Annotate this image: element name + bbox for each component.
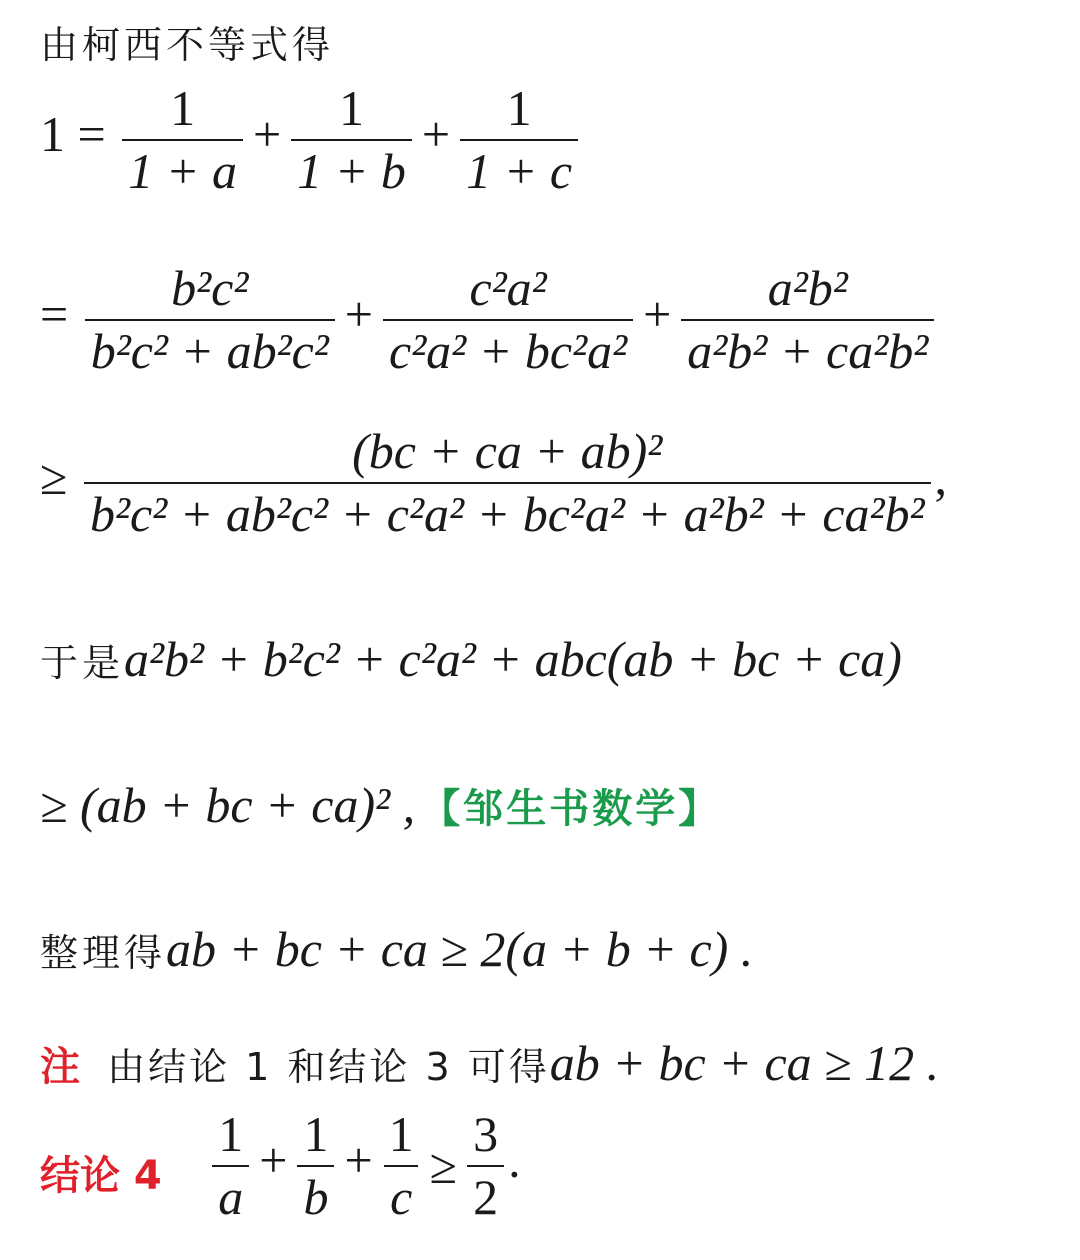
- fraction-denominator: 1 + c: [460, 139, 578, 198]
- fraction-denominator: c²a² + bc²a²: [383, 319, 633, 378]
- equation-2: = $\frac{\text{b²c²}}{\text{b²c² + ab²c²}}$ + $\frac{\text{c²a²}}{\text{c²a² + bc²a²}}$ + $\frac{\text{a²b²}}{\text{a²b² + ca²b²}}$: [40, 262, 938, 377]
- fraction-denominator: b²c² + ab²c²: [85, 319, 335, 378]
- fraction-denominator: b: [297, 1165, 334, 1224]
- fraction-numerator: 3: [473, 1106, 499, 1162]
- fraction-denominator: c: [384, 1165, 418, 1224]
- fraction: [467, 1108, 504, 1223]
- conclusion-relation: ≥: [429, 1137, 458, 1194]
- equation-3: [40, 425, 947, 540]
- fraction-numerator: 1: [506, 80, 532, 136]
- line-4: [40, 630, 902, 688]
- eq3-trailing-comma: ,: [934, 448, 947, 505]
- fraction-denominator: a²b² + ca²b²: [681, 319, 934, 378]
- note-line: [40, 1034, 939, 1092]
- eq2-relation: =: [40, 285, 69, 342]
- line6-prefix: 整理得: [40, 931, 167, 975]
- brand-watermark: 【邹生书数学】: [420, 786, 722, 832]
- line4-math: a²b² + b²c² + c²a² + abc(ab + bc + ca): [124, 631, 902, 687]
- fraction-numerator: 1: [170, 80, 196, 136]
- fraction: [85, 262, 335, 377]
- line6-math: ab + bc + ca ≥ 2(a + b + c) .: [166, 921, 754, 977]
- eq3-relation: ≥: [40, 448, 68, 505]
- line4-prefix: 于是: [40, 641, 125, 685]
- conclusion-4: 结论 4 $\frac{1}{a}$ + $\frac{1}{b}$ + $\frac{1}{c}$ ≥ $\frac{3}{2}$ .: [40, 1106, 521, 1225]
- note-math: ab + bc + ca ≥ 12 .: [549, 1035, 940, 1091]
- fraction-numerator: (bc + ca + ab)²: [352, 423, 663, 479]
- fraction-denominator: 1 + a: [122, 139, 243, 198]
- eq1-lhs: 1 =: [40, 105, 106, 162]
- note-label: 注: [40, 1044, 80, 1090]
- fraction: [84, 425, 931, 540]
- fraction: [212, 1108, 249, 1223]
- line-5: [40, 776, 721, 834]
- conclusion-label: 结论 4: [40, 1152, 162, 1199]
- fraction-numerator: 1: [303, 1106, 329, 1162]
- fraction: [291, 82, 412, 197]
- fraction-numerator: 1: [388, 1106, 414, 1162]
- fraction: [681, 262, 934, 377]
- conclusion-trailing-period: .: [508, 1131, 521, 1188]
- fraction-numerator: b²c²: [171, 260, 249, 316]
- fraction: [297, 1108, 334, 1223]
- fraction-denominator: a: [212, 1165, 249, 1224]
- fraction: [122, 82, 243, 197]
- note-text: 由结论 1 和结论 3 可得: [107, 1045, 550, 1089]
- line5-math: ≥ (ab + bc + ca)² ,: [40, 777, 416, 833]
- fraction-numerator: a²b²: [767, 260, 848, 316]
- fraction-numerator: 1: [339, 80, 365, 136]
- fraction-denominator: 1 + b: [291, 139, 412, 198]
- fraction-numerator: c²a²: [469, 260, 547, 316]
- fraction-numerator: 1: [218, 1106, 244, 1162]
- fraction-denominator: b²c² + ab²c² + c²a² + bc²a² + a²b² + ca²b²: [84, 482, 931, 541]
- fraction: [383, 1108, 420, 1223]
- fraction-denominator: 2: [467, 1165, 504, 1224]
- fraction: [460, 82, 578, 197]
- equation-1: 1 = $\frac{1}{1 + a}$ + $\frac{1}{1 + b}$ + $\frac{1}{1 + c}$: [40, 82, 582, 197]
- line-6: [40, 920, 753, 978]
- fraction: [383, 262, 633, 377]
- intro-text: 由柯西不等式得: [40, 23, 335, 67]
